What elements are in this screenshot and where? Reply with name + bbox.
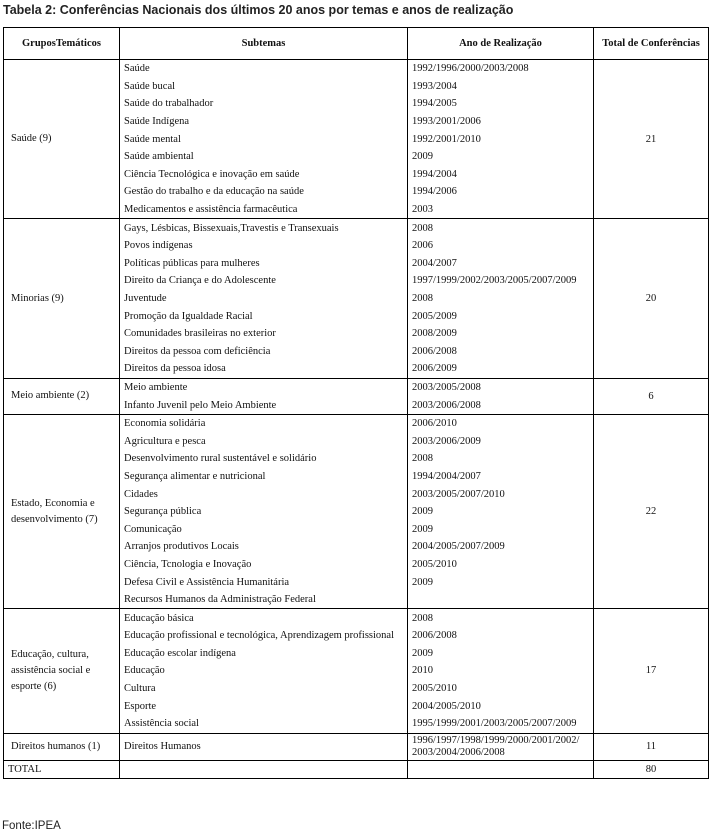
ano-cell: 2004/2005/2007/2009 (408, 538, 594, 556)
ano-cell: 2009 (408, 148, 594, 166)
ano-cell: 2009 (408, 645, 594, 663)
subtema-cell: Cultura (120, 680, 408, 698)
ano-cell: 2003/2005/2008 (408, 378, 594, 396)
subtema-cell: Agricultura e pesca (120, 432, 408, 450)
ano-cell: 2004/2005/2010 (408, 697, 594, 715)
subtema-cell: Ciência Tecnológica e inovação em saúde (120, 166, 408, 184)
source-note: Fonte:IPEA (2, 820, 61, 832)
subtema-cell: Segurança pública (120, 503, 408, 521)
subtema-cell: Saúde bucal (120, 78, 408, 96)
ano-cell: 2003 (408, 201, 594, 219)
ano-cell (408, 591, 594, 609)
subtema-cell: Assistência social (120, 715, 408, 733)
total-value: 80 (594, 760, 709, 778)
table-row (4, 60, 709, 78)
subtema-cell: Gays, Lésbicas, Bissexuais,Travestis e Transexuais (120, 219, 408, 237)
subtema-cell: Comunidades brasileiras no exterior (120, 325, 408, 343)
subtema-cell: Direitos Humanos (120, 733, 408, 760)
table-body (4, 60, 709, 761)
ano-cell: 1994/2004 (408, 166, 594, 184)
subtema-cell: Educação (120, 662, 408, 680)
subtema-cell: Povos indígenas (120, 237, 408, 255)
subtema-cell: Promoção da Igualdade Racial (120, 307, 408, 325)
group-total-cell: 22 (594, 414, 709, 609)
header-ano: Ano de Realização (408, 28, 594, 60)
ano-cell: 2005/2010 (408, 680, 594, 698)
ano-cell: 1994/2005 (408, 95, 594, 113)
table-row (4, 609, 709, 627)
group-name-cell: Minorias (9) (4, 219, 120, 378)
table-row (4, 378, 709, 396)
ano-cell: 2005/2009 (408, 307, 594, 325)
total-row (4, 760, 709, 778)
subtema-cell: Saúde Indígena (120, 113, 408, 131)
subtema-cell: Gestão do trabalho e da educação na saúde (120, 183, 408, 201)
ano-cell: 2008 (408, 290, 594, 308)
subtema-cell: Desenvolvimento rural sustentável e solidário (120, 450, 408, 468)
table-row (4, 733, 709, 760)
subtema-cell: Direitos da pessoa idosa (120, 360, 408, 378)
conferences-table (3, 27, 709, 779)
ano-cell: 2006 (408, 237, 594, 255)
group-total-cell: 6 (594, 378, 709, 414)
ano-cell: 2003/2005/2007/2010 (408, 485, 594, 503)
table-row (4, 414, 709, 432)
subtema-cell: Meio ambiente (120, 378, 408, 396)
subtema-cell: Arranjos produtivos Locais (120, 538, 408, 556)
subtema-cell: Educação profissional e tecnológica, Aprendizagem profissional (120, 627, 408, 645)
ano-cell: 2004/2007 (408, 255, 594, 273)
subtema-cell: Saúde mental (120, 130, 408, 148)
subtema-cell: Cidades (120, 485, 408, 503)
table-row (4, 219, 709, 237)
subtema-cell: Saúde ambiental (120, 148, 408, 166)
group-total-cell: 20 (594, 219, 709, 378)
ano-cell: 1993/2001/2006 (408, 113, 594, 131)
ano-cell: 2006/2010 (408, 414, 594, 432)
ano-cell: 2006/2009 (408, 360, 594, 378)
group-name-cell: Direitos humanos (1) (4, 733, 120, 760)
subtema-cell: Educação básica (120, 609, 408, 627)
group-name-cell: Meio ambiente (2) (4, 378, 120, 414)
ano-cell: 1995/1999/2001/2003/2005/2007/2009 (408, 715, 594, 733)
total-label: TOTAL (4, 760, 120, 778)
ano-cell: 2008 (408, 609, 594, 627)
subtema-cell: Defesa Civil e Assistência Humanitária (120, 573, 408, 591)
subtema-cell: Segurança alimentar e nutricional (120, 468, 408, 486)
header-total: Total de Conferências (594, 28, 709, 60)
ano-cell: 2010 (408, 662, 594, 680)
subtema-cell: Direitos da pessoa com deficiência (120, 343, 408, 361)
ano-cell: 2005/2010 (408, 556, 594, 574)
group-name-cell: Educação, cultura, assistência social e esporte (6) (4, 609, 120, 733)
subtema-cell: Educação escolar indígena (120, 645, 408, 663)
group-name-cell: Saúde (9) (4, 60, 120, 219)
ano-cell: 1993/2004 (408, 78, 594, 96)
subtema-cell: Saúde do trabalhador (120, 95, 408, 113)
ano-cell: 2006/2008 (408, 343, 594, 361)
group-name-cell: Estado, Economia e desenvolvimento (7) (4, 414, 120, 609)
group-total-cell: 11 (594, 733, 709, 760)
group-total-cell: 21 (594, 60, 709, 219)
ano-cell: 2003/2006/2008 (408, 396, 594, 414)
group-total-cell: 17 (594, 609, 709, 733)
total-empty-cell (408, 760, 594, 778)
table-header-row (4, 28, 709, 60)
header-subtemas: Subtemas (120, 28, 408, 60)
subtema-cell: Esporte (120, 697, 408, 715)
subtema-cell: Políticas públicas para mulheres (120, 255, 408, 273)
table-caption: Tabela 2: Conferências Nacionais dos últimos 20 anos por temas e anos de realização (3, 3, 514, 17)
ano-cell: 2009 (408, 503, 594, 521)
subtema-cell: Recursos Humanos da Administração Federal (120, 591, 408, 609)
header-grupos: GruposTemáticos (4, 28, 120, 60)
ano-cell: 2009 (408, 520, 594, 538)
ano-cell: 1997/1999/2002/2003/2005/2007/2009 (408, 272, 594, 290)
total-empty-cell (120, 760, 408, 778)
subtema-cell: Saúde (120, 60, 408, 78)
ano-cell: 1992/1996/2000/2003/2008 (408, 60, 594, 78)
subtema-cell: Infanto Juvenil pelo Meio Ambiente (120, 396, 408, 414)
ano-cell: 2008 (408, 450, 594, 468)
ano-cell: 1994/2006 (408, 183, 594, 201)
ano-cell: 2006/2008 (408, 627, 594, 645)
subtema-cell: Direito da Criança e do Adolescente (120, 272, 408, 290)
ano-cell: 2008 (408, 219, 594, 237)
ano-cell: 2008/2009 (408, 325, 594, 343)
ano-cell: 1994/2004/2007 (408, 468, 594, 486)
subtema-cell: Comunicação (120, 520, 408, 538)
subtema-cell: Economia solidária (120, 414, 408, 432)
subtema-cell: Juventude (120, 290, 408, 308)
subtema-cell: Medicamentos e assistência farmacêutica (120, 201, 408, 219)
ano-cell: 1996/1997/1998/1999/2000/2001/2002/ 2003/2004/2006/2008 (408, 733, 594, 760)
ano-cell: 1992/2001/2010 (408, 130, 594, 148)
subtema-cell: Ciência, Tcnologia e Inovação (120, 556, 408, 574)
ano-cell: 2009 (408, 573, 594, 591)
ano-cell: 2003/2006/2009 (408, 432, 594, 450)
